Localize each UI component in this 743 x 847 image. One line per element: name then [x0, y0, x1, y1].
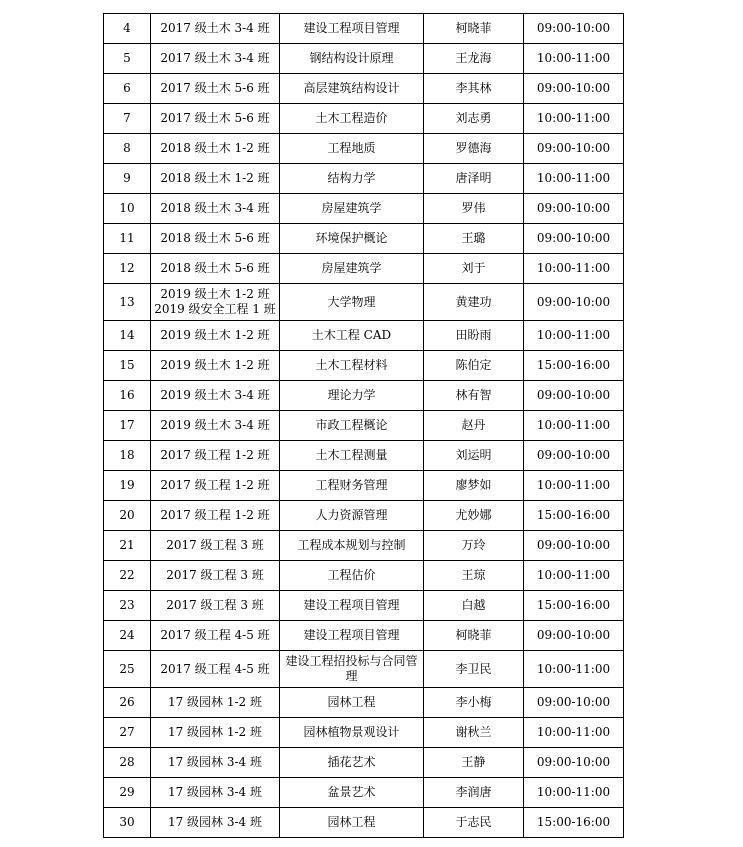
- class-cell: 2019 级土木 1-2 班: [151, 321, 280, 351]
- row-number-cell: 24: [104, 621, 151, 651]
- class-cell: 2019 级土木 1-2 班: [151, 351, 280, 381]
- table-row: [104, 531, 624, 561]
- time-cell: 09:00-10:00: [524, 621, 624, 651]
- row-number-cell: 18: [104, 441, 151, 471]
- time-cell: 10:00-11:00: [524, 411, 624, 441]
- class-cell: 2019 级土木 3-4 班: [151, 411, 280, 441]
- table-row: [104, 321, 624, 351]
- teacher-cell: 赵丹: [424, 411, 524, 441]
- class-cell: [151, 284, 280, 321]
- time-cell: 15:00-16:00: [524, 591, 624, 621]
- row-number-cell: 13: [104, 284, 151, 321]
- teacher-cell: 柯晓菲: [424, 621, 524, 651]
- table-row: [104, 134, 624, 164]
- row-number-cell: 12: [104, 254, 151, 284]
- teacher-cell: 王璐: [424, 224, 524, 254]
- class-cell: 17 级园林 3-4 班: [151, 808, 280, 838]
- row-number-cell: 6: [104, 74, 151, 104]
- class-line: 2019 级土木 1-2 班: [160, 287, 270, 301]
- class-cell: 2017 级工程 1-2 班: [151, 501, 280, 531]
- course-cell: 房屋建筑学: [280, 194, 424, 224]
- row-number-cell: 30: [104, 808, 151, 838]
- time-cell: 09:00-10:00: [524, 74, 624, 104]
- course-cell: 建设工程招投标与合同管理: [280, 651, 424, 688]
- table-row: [104, 164, 624, 194]
- table-row: [104, 778, 624, 808]
- course-cell: 园林工程: [280, 688, 424, 718]
- class-cell: 2018 级土木 5-6 班: [151, 224, 280, 254]
- time-cell: 10:00-11:00: [524, 254, 624, 284]
- row-number-cell: 5: [104, 44, 151, 74]
- teacher-cell: 白越: [424, 591, 524, 621]
- teacher-cell: 刘志勇: [424, 104, 524, 134]
- table-row: [104, 104, 624, 134]
- course-cell: 工程成本规划与控制: [280, 531, 424, 561]
- teacher-cell: 廖梦如: [424, 471, 524, 501]
- teacher-cell: 万玲: [424, 531, 524, 561]
- teacher-cell: 于志民: [424, 808, 524, 838]
- teacher-cell: 罗伟: [424, 194, 524, 224]
- row-number-cell: 9: [104, 164, 151, 194]
- row-number-cell: 26: [104, 688, 151, 718]
- class-cell: 2017 级工程 4-5 班: [151, 621, 280, 651]
- table-row: [104, 74, 624, 104]
- time-cell: 09:00-10:00: [524, 224, 624, 254]
- row-number-cell: 15: [104, 351, 151, 381]
- table-row: [104, 561, 624, 591]
- class-cell: 2017 级土木 3-4 班: [151, 14, 280, 44]
- time-cell: 10:00-11:00: [524, 471, 624, 501]
- table-row: [104, 411, 624, 441]
- time-cell: 10:00-11:00: [524, 164, 624, 194]
- time-cell: 09:00-10:00: [524, 531, 624, 561]
- teacher-cell: 王龙海: [424, 44, 524, 74]
- row-number-cell: 7: [104, 104, 151, 134]
- row-number-cell: 14: [104, 321, 151, 351]
- class-cell: 2017 级工程 3 班: [151, 561, 280, 591]
- course-cell: 建设工程项目管理: [280, 14, 424, 44]
- row-number-cell: 20: [104, 501, 151, 531]
- row-number-cell: 27: [104, 718, 151, 748]
- teacher-cell: 王静: [424, 748, 524, 778]
- time-cell: 10:00-11:00: [524, 104, 624, 134]
- row-number-cell: 10: [104, 194, 151, 224]
- row-number-cell: 11: [104, 224, 151, 254]
- class-cell: 2018 级土木 1-2 班: [151, 134, 280, 164]
- table-row: [104, 621, 624, 651]
- time-cell: 10:00-11:00: [524, 718, 624, 748]
- row-number-cell: 17: [104, 411, 151, 441]
- course-cell: 园林植物景观设计: [280, 718, 424, 748]
- table-row: [104, 718, 624, 748]
- teacher-cell: 黄建功: [424, 284, 524, 321]
- teacher-cell: 刘运明: [424, 441, 524, 471]
- course-cell: 工程财务管理: [280, 471, 424, 501]
- class-cell: 2017 级土木 3-4 班: [151, 44, 280, 74]
- time-cell: 15:00-16:00: [524, 808, 624, 838]
- class-cell: 2017 级工程 3 班: [151, 531, 280, 561]
- table-row: [104, 224, 624, 254]
- course-cell: 盆景艺术: [280, 778, 424, 808]
- class-cell: 2018 级土木 3-4 班: [151, 194, 280, 224]
- time-cell: 09:00-10:00: [524, 748, 624, 778]
- course-cell: 插花艺术: [280, 748, 424, 778]
- time-cell: 09:00-10:00: [524, 441, 624, 471]
- teacher-cell: 柯晓菲: [424, 14, 524, 44]
- table-row: [104, 591, 624, 621]
- time-cell: 10:00-11:00: [524, 778, 624, 808]
- course-cell: 工程估价: [280, 561, 424, 591]
- class-cell: 2017 级工程 1-2 班: [151, 441, 280, 471]
- table-row: [104, 501, 624, 531]
- row-number-cell: 21: [104, 531, 151, 561]
- teacher-cell: 尤妙娜: [424, 501, 524, 531]
- row-number-cell: 25: [104, 651, 151, 688]
- table-row: [104, 254, 624, 284]
- time-cell: 09:00-10:00: [524, 14, 624, 44]
- time-cell: 09:00-10:00: [524, 688, 624, 718]
- class-cell: 17 级园林 3-4 班: [151, 778, 280, 808]
- course-cell: 土木工程造价: [280, 104, 424, 134]
- course-cell: 大学物理: [280, 284, 424, 321]
- teacher-cell: 李小梅: [424, 688, 524, 718]
- time-cell: 09:00-10:00: [524, 284, 624, 321]
- row-number-cell: 29: [104, 778, 151, 808]
- course-cell: 结构力学: [280, 164, 424, 194]
- table-row: [104, 748, 624, 778]
- teacher-cell: 李其林: [424, 74, 524, 104]
- course-cell: 房屋建筑学: [280, 254, 424, 284]
- course-cell: 环境保护概论: [280, 224, 424, 254]
- class-cell: 2017 级工程 4-5 班: [151, 651, 280, 688]
- course-cell: 人力资源管理: [280, 501, 424, 531]
- table-row: [104, 688, 624, 718]
- class-cell: 2017 级工程 1-2 班: [151, 471, 280, 501]
- table-row: [104, 441, 624, 471]
- class-cell: 2017 级工程 3 班: [151, 591, 280, 621]
- schedule-table-body: [104, 14, 624, 838]
- class-line: 2019 级安全工程 1 班: [154, 302, 276, 316]
- teacher-cell: 李润唐: [424, 778, 524, 808]
- row-number-cell: 19: [104, 471, 151, 501]
- class-cell: 17 级园林 3-4 班: [151, 748, 280, 778]
- table-row: [104, 351, 624, 381]
- time-cell: 10:00-11:00: [524, 651, 624, 688]
- time-cell: 09:00-10:00: [524, 134, 624, 164]
- table-row: [104, 14, 624, 44]
- row-number-cell: 8: [104, 134, 151, 164]
- course-cell: 理论力学: [280, 381, 424, 411]
- row-number-cell: 22: [104, 561, 151, 591]
- table-row: [104, 808, 624, 838]
- teacher-cell: 田盼雨: [424, 321, 524, 351]
- table-row: [104, 284, 624, 321]
- course-cell: 土木工程 CAD: [280, 321, 424, 351]
- row-number-cell: 28: [104, 748, 151, 778]
- course-cell: 工程地质: [280, 134, 424, 164]
- row-number-cell: 16: [104, 381, 151, 411]
- class-cell: 2017 级土木 5-6 班: [151, 104, 280, 134]
- course-cell: 土木工程测量: [280, 441, 424, 471]
- class-cell: 2018 级土木 1-2 班: [151, 164, 280, 194]
- class-cell: 2017 级土木 5-6 班: [151, 74, 280, 104]
- teacher-cell: 王琼: [424, 561, 524, 591]
- table-row: [104, 44, 624, 74]
- course-cell: 园林工程: [280, 808, 424, 838]
- class-cell: 2018 级土木 5-6 班: [151, 254, 280, 284]
- class-cell: 2019 级土木 3-4 班: [151, 381, 280, 411]
- row-number-cell: 4: [104, 14, 151, 44]
- time-cell: 10:00-11:00: [524, 321, 624, 351]
- time-cell: 15:00-16:00: [524, 501, 624, 531]
- teacher-cell: 谢秋兰: [424, 718, 524, 748]
- exam-schedule-table: [103, 13, 624, 838]
- table-row: [104, 471, 624, 501]
- time-cell: 09:00-10:00: [524, 194, 624, 224]
- time-cell: 10:00-11:00: [524, 561, 624, 591]
- course-cell: 市政工程概论: [280, 411, 424, 441]
- teacher-cell: 陈伯定: [424, 351, 524, 381]
- teacher-cell: 罗德海: [424, 134, 524, 164]
- course-cell: 土木工程材料: [280, 351, 424, 381]
- table-row: [104, 194, 624, 224]
- time-cell: 15:00-16:00: [524, 351, 624, 381]
- time-cell: 10:00-11:00: [524, 44, 624, 74]
- table-row: [104, 651, 624, 688]
- time-cell: 09:00-10:00: [524, 381, 624, 411]
- course-cell: 建设工程项目管理: [280, 621, 424, 651]
- table-row: [104, 381, 624, 411]
- class-cell: 17 级园林 1-2 班: [151, 718, 280, 748]
- teacher-cell: 唐泽明: [424, 164, 524, 194]
- course-cell: 建设工程项目管理: [280, 591, 424, 621]
- teacher-cell: 林有智: [424, 381, 524, 411]
- class-cell: 17 级园林 1-2 班: [151, 688, 280, 718]
- course-cell: 高层建筑结构设计: [280, 74, 424, 104]
- teacher-cell: 刘于: [424, 254, 524, 284]
- course-cell: 钢结构设计原理: [280, 44, 424, 74]
- row-number-cell: 23: [104, 591, 151, 621]
- teacher-cell: 李卫民: [424, 651, 524, 688]
